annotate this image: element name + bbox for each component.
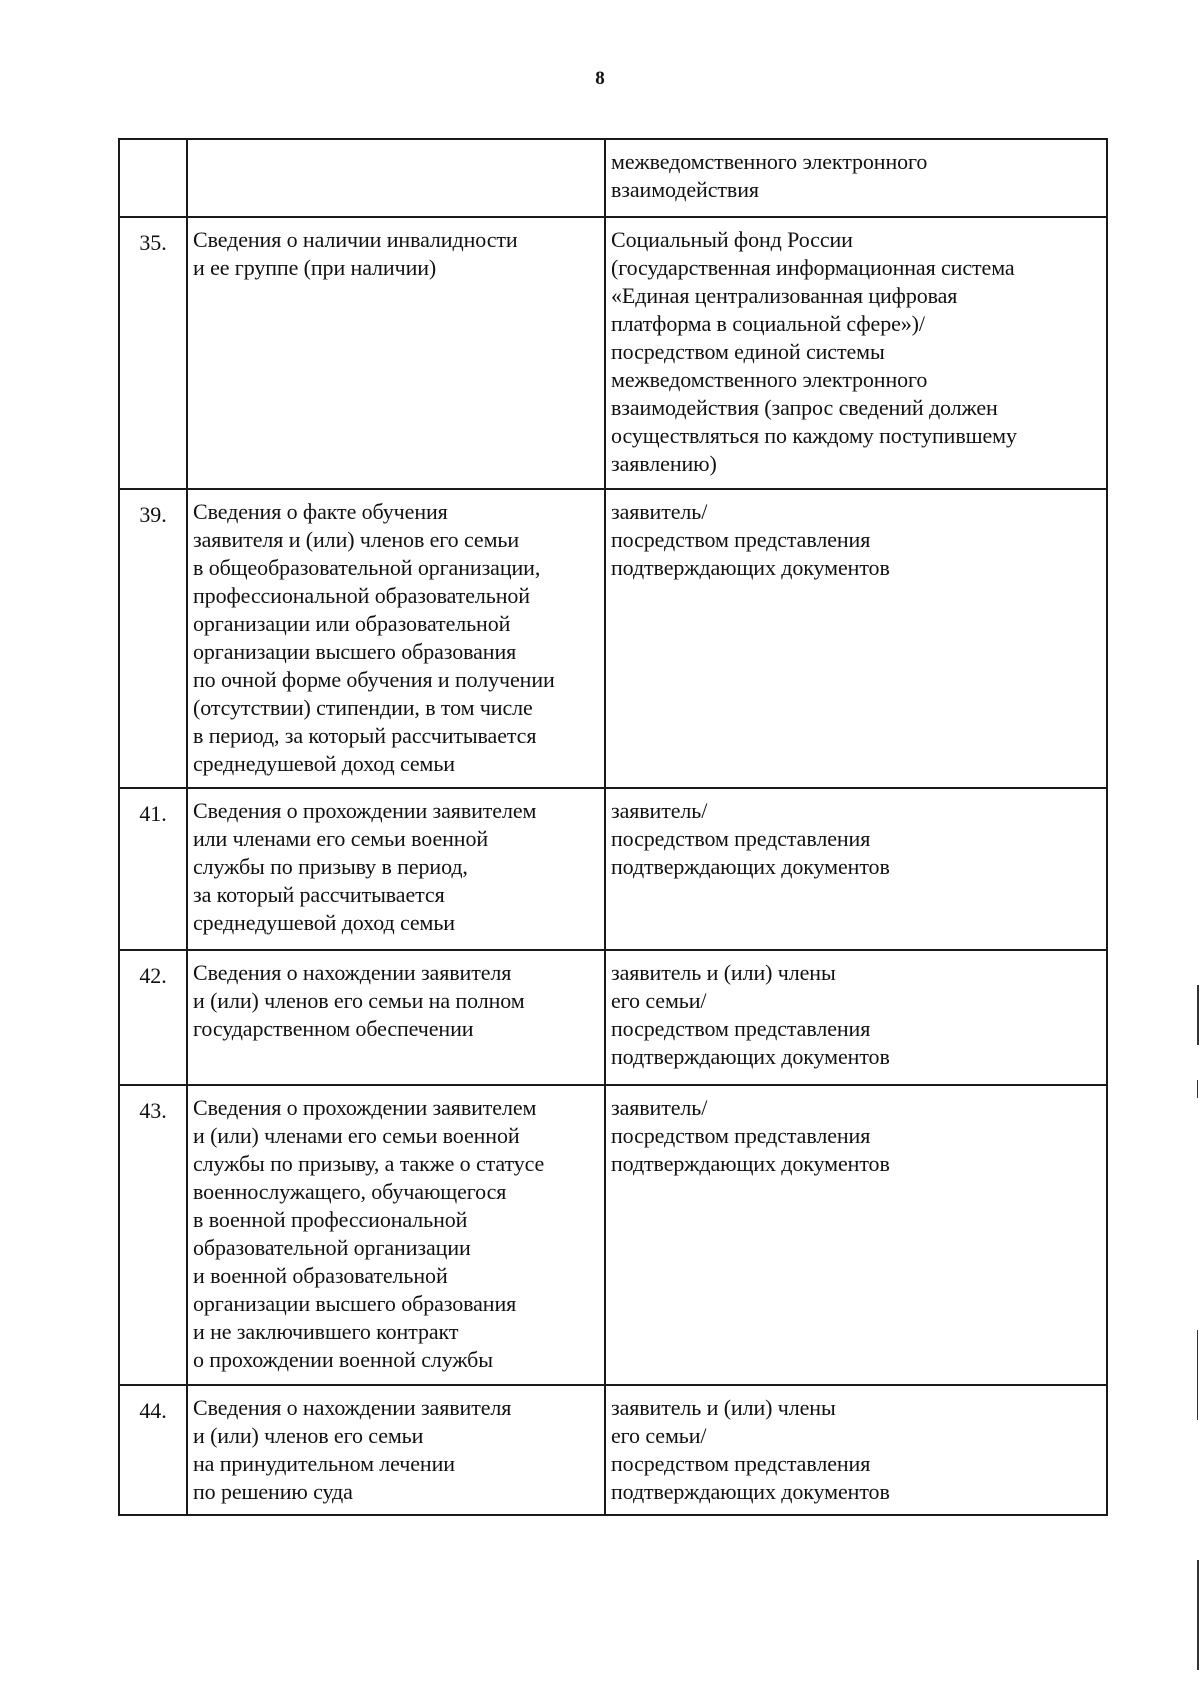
row-description: Сведения о наличии инвалидности и ее группе (при наличии): [187, 217, 605, 489]
row-source: заявитель/ посредством представления подтверждающих документов: [605, 489, 1107, 788]
table-row: [119, 217, 1107, 489]
row-number: 42.: [119, 950, 187, 1085]
row-number: 41.: [119, 788, 187, 950]
scan-artifact: [1197, 985, 1199, 1045]
table-row: [119, 489, 1107, 788]
row-number: [119, 139, 187, 217]
table-row: [119, 788, 1107, 950]
row-description: Сведения о факте обучения заявителя и (или) членов его семьи в общеобразовательной организации, профессиональной образовательной организации или образовательной организации высшего образования по очной форме обучения и получении (отсутствии) стипендии, в том числе в период, за который рассчитывается среднедушевой доход семьи: [187, 489, 605, 788]
row-number: 44.: [119, 1385, 187, 1515]
table-row: [119, 1085, 1107, 1385]
table-row: [119, 950, 1107, 1085]
row-source: межведомственного электронного взаимодействия: [605, 139, 1107, 217]
row-description: [187, 139, 605, 217]
row-source: заявитель и (или) члены его семьи/ посредством представления подтверждающих документов: [605, 1385, 1107, 1515]
page-number: 8: [595, 68, 605, 89]
row-number: 39.: [119, 489, 187, 788]
row-description: Сведения о прохождении заявителем и (или) членами его семьи военной службы по призыву, а также о статусе военнослужащего, обучающегося в военной профессиональной образовательной организации и военной образовательной организации высшего образования и не заключившего контракт о прохождении военной службы: [187, 1085, 605, 1385]
table-row: [119, 139, 1107, 217]
row-description: Сведения о нахождении заявителя и (или) членов его семьи на полном государственном обеспечении: [187, 950, 605, 1085]
scan-artifact: [1197, 1560, 1199, 1670]
row-source: заявитель/ посредством представления подтверждающих документов: [605, 788, 1107, 950]
table-row: [119, 1385, 1107, 1515]
row-description: Сведения о нахождении заявителя и (или) членов его семьи на принудительном лечении по решению суда: [187, 1385, 605, 1515]
row-number: 35.: [119, 217, 187, 489]
row-description: Сведения о прохождении заявителем или членами его семьи военной службы по призыву в период, за который рассчитывается среднедушевой доход семьи: [187, 788, 605, 950]
row-source: заявитель и (или) члены его семьи/ посредством представления подтверждающих документов: [605, 950, 1107, 1085]
scan-artifact: [1197, 1330, 1198, 1420]
document-table: [118, 138, 1108, 1516]
row-source: Социальный фонд России (государственная информационная система «Единая централизованная цифровая платформа в социальной сфере»)/ посредством единой системы межведомственного электронного взаимодействия (запрос сведений должен осуществляться по каждому поступившему заявлению): [605, 217, 1107, 489]
row-number: 43.: [119, 1085, 187, 1385]
scan-artifact: [1197, 1080, 1198, 1098]
row-source: заявитель/ посредством представления подтверждающих документов: [605, 1085, 1107, 1385]
